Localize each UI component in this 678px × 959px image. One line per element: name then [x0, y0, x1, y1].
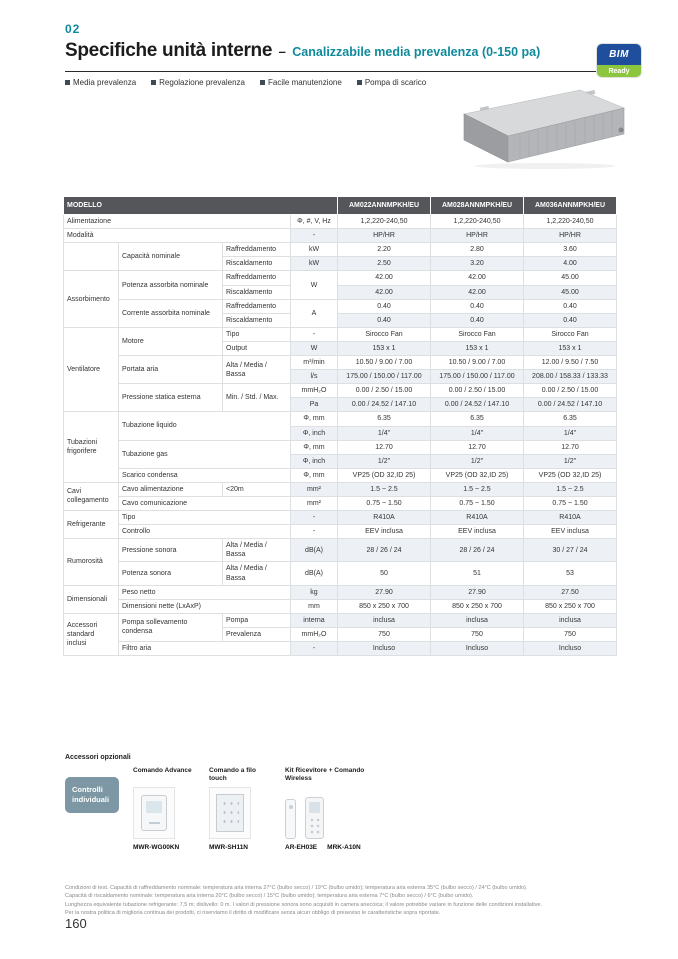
spec-header-cell: AM036ANNMPKH/EU: [524, 197, 617, 215]
spec-cell: Refrigerante: [64, 511, 119, 539]
spec-cell: W: [291, 341, 338, 355]
spec-cell: 6.35: [431, 412, 524, 426]
spec-cell: 1,2,220-240,50: [338, 215, 431, 229]
feature-item: [151, 78, 245, 87]
spec-cell: kW: [291, 257, 338, 271]
spec-cell: Sirocco Fan: [338, 327, 431, 341]
feature-label: Media prevalenza: [73, 78, 137, 87]
feature-label: Facile manutenzione: [268, 78, 342, 87]
spec-cell: -: [291, 511, 338, 525]
accessory-item-advance-controller: [133, 767, 195, 851]
spec-cell: 1,2,220-240,50: [524, 215, 617, 229]
feature-item: [260, 78, 342, 87]
feature-list: [65, 78, 426, 87]
bim-ready-badge: [597, 44, 641, 77]
spec-cell: R410A: [338, 511, 431, 525]
bullet-square-icon: [357, 80, 362, 85]
spec-row: [64, 562, 617, 585]
spec-row: [64, 613, 617, 627]
footnote-line: Per la nostra politica di miglioria continua dei prodotti, ci riserviamo il diritto di modificare senza alcun obbligo di preavviso le caratteristiche sopra riportate.: [65, 909, 441, 916]
spec-row: [64, 468, 617, 482]
feature-label: Regolazione prevalenza: [159, 78, 245, 87]
spec-cell: Peso netto: [119, 585, 291, 599]
spec-cell: Cavi collegamento: [64, 482, 119, 510]
spec-cell: Raffreddamento: [223, 271, 291, 285]
spec-cell: Pompa: [223, 613, 291, 627]
spec-cell: 850 x 250 x 700: [524, 599, 617, 613]
spec-header-cell: AM022ANNMPKH/EU: [338, 197, 431, 215]
spec-cell: m³/min: [291, 356, 338, 370]
wireless-kit-models: [285, 844, 373, 851]
spec-cell: mm²: [291, 496, 338, 510]
spec-cell: 0.00 / 2.50 / 15.00: [338, 384, 431, 398]
wired-touch-remote-image: [216, 794, 244, 832]
spec-cell: Φ, #, V, Hz: [291, 215, 338, 229]
spec-cell: inclusa: [431, 613, 524, 627]
spec-cell: Pressione sonora: [119, 539, 223, 562]
title-separator: –: [278, 44, 286, 59]
spec-row: [64, 299, 617, 313]
spec-cell: [64, 243, 119, 271]
spec-cell: 0.40: [338, 299, 431, 313]
spec-cell: VP25 (OD 32,ID 25): [338, 468, 431, 482]
spec-cell: Φ, mm: [291, 440, 338, 454]
spec-cell: Raffreddamento: [223, 243, 291, 257]
spec-row: [64, 243, 617, 257]
spec-cell: Riscaldamento: [223, 257, 291, 271]
spec-cell: Pa: [291, 398, 338, 412]
spec-header-cell: MODELLO: [64, 197, 338, 215]
spec-cell: 1/4": [431, 426, 524, 440]
spec-cell: Prevalenza: [223, 627, 291, 641]
spec-row: [64, 440, 617, 454]
spec-cell: 1.5 ~ 2.5: [431, 482, 524, 496]
spec-cell: A: [291, 299, 338, 327]
spec-cell: 0.00 / 2.50 / 15.00: [431, 384, 524, 398]
spec-cell: Controllo: [119, 525, 291, 539]
spec-cell: 3.60: [524, 243, 617, 257]
spec-cell: kg: [291, 585, 338, 599]
spec-cell: 1,2,220-240,50: [431, 215, 524, 229]
spec-cell: l/s: [291, 370, 338, 384]
spec-cell: 10.50 / 9.00 / 7.00: [338, 356, 431, 370]
spec-cell: 0.00 / 24.52 / 147.10: [524, 398, 617, 412]
spec-cell: 175.00 / 150.00 / 117.00: [338, 370, 431, 384]
spec-cell: 0.40: [431, 299, 524, 313]
spec-cell: 850 x 250 x 700: [431, 599, 524, 613]
footnote-line: Condizioni di test. Capacità di raffreddamento nominale: temperatura aria interna 27°C (bulbo secco) / 19°C (bulbo umido); temperatura aria esterna 35°C (bulbo secco) / 24°C (bulbo umido).: [65, 885, 528, 891]
spec-cell: 12.70: [338, 440, 431, 454]
spec-cell: 6.35: [338, 412, 431, 426]
accessory-item-touch-controller: [209, 767, 271, 851]
spec-cell: EEV inclusa: [338, 525, 431, 539]
spec-cell: 2.20: [338, 243, 431, 257]
spec-cell: 175.00 / 150.00 / 117.00: [431, 370, 524, 384]
spec-cell: Riscaldamento: [223, 285, 291, 299]
spec-cell: 10.50 / 9.00 / 7.00: [431, 356, 524, 370]
spec-cell: 30 / 27 / 24: [524, 539, 617, 562]
spec-cell: 153 x 1: [431, 341, 524, 355]
feature-item: [65, 78, 136, 87]
spec-cell: -: [291, 525, 338, 539]
accessories-section-title: Accessori opzionali: [65, 754, 131, 761]
spec-cell: mm²: [291, 482, 338, 496]
spec-cell: 0.75 ~ 1.50: [431, 496, 524, 510]
accessory-photo: [209, 787, 251, 839]
feature-label: Pompa di scarico: [364, 78, 427, 87]
spec-cell: Potenza assorbita nominale: [119, 271, 223, 299]
spec-cell: 28 / 26 / 24: [338, 539, 431, 562]
accessory-caption: Kit Ricevitore + Comando Wireless: [285, 767, 365, 783]
spec-cell: 750: [431, 627, 524, 641]
spec-table-body: [64, 197, 617, 656]
spec-cell: 1/2": [338, 454, 431, 468]
spec-cell: inclusa: [524, 613, 617, 627]
spec-cell: mm: [291, 599, 338, 613]
spec-cell: Incluso: [524, 642, 617, 656]
spec-cell: Tubazione liquido: [119, 412, 291, 440]
spec-cell: Accessori standard inclusi: [64, 613, 119, 655]
spec-cell: dB(A): [291, 562, 338, 585]
spec-row: [64, 511, 617, 525]
spec-cell: 850 x 250 x 700: [338, 599, 431, 613]
bullet-square-icon: [65, 80, 70, 85]
spec-cell: 28 / 26 / 24: [431, 539, 524, 562]
spec-row: [64, 412, 617, 426]
spec-cell: 42.00: [431, 271, 524, 285]
spec-cell: dB(A): [291, 539, 338, 562]
footnote-line: Capacità di riscaldamento nominale: temperatura aria interna 20°C (bulbo secco) / 15°C (bulbo umido); temperatura aria esterna 7°C (bulbo secco) / 6°C (bulbo umido).: [65, 893, 474, 900]
page-title: Specifiche unità interne: [65, 40, 273, 61]
spec-cell: Capacità nominale: [119, 243, 223, 271]
spec-cell: Riscaldamento: [223, 313, 291, 327]
page-number: 160: [65, 916, 87, 931]
spec-cell: 1/4": [524, 426, 617, 440]
spec-cell: Pressione statica esterna: [119, 384, 223, 412]
bim-badge-top: BIM: [597, 44, 641, 65]
accessory-model-code: MRK-A10N: [327, 844, 361, 851]
spec-cell: interna: [291, 613, 338, 627]
spec-cell: 0.00 / 2.50 / 15.00: [524, 384, 617, 398]
spec-cell: Dimensioni nette (LxAxP): [119, 599, 291, 613]
spec-cell: Φ, inch: [291, 454, 338, 468]
spec-cell: Tubazioni frigorifere: [64, 412, 119, 482]
spec-cell: mmH₂O: [291, 384, 338, 398]
spec-row: [64, 215, 617, 229]
spec-cell: Alimentazione: [64, 215, 291, 229]
spec-cell: -: [291, 327, 338, 341]
footnotes: [65, 884, 613, 917]
receiver-unit-image: [285, 799, 296, 839]
spec-cell: Modalità: [64, 229, 291, 243]
spec-cell: 0.40: [524, 299, 617, 313]
spec-cell: 53: [524, 562, 617, 585]
spec-cell: Raffreddamento: [223, 299, 291, 313]
spec-cell: 1.5 ~ 2.5: [524, 482, 617, 496]
accessory-model-code: MWR-SH11N: [209, 844, 249, 851]
spec-row: [64, 539, 617, 562]
spec-cell: 45.00: [524, 271, 617, 285]
spec-cell: 12.70: [524, 440, 617, 454]
spec-cell: Φ, mm: [291, 412, 338, 426]
spec-cell: Alta / Media / Bassa: [223, 356, 291, 384]
spec-cell: <20m: [223, 482, 291, 496]
spec-cell: 42.00: [431, 285, 524, 299]
spec-cell: 153 x 1: [524, 341, 617, 355]
spec-row: [64, 642, 617, 656]
spec-cell: 0.00 / 24.52 / 147.10: [338, 398, 431, 412]
spec-row: [64, 356, 617, 370]
spec-cell: Sirocco Fan: [524, 327, 617, 341]
spec-cell: Assorbimento: [64, 271, 119, 327]
chapter-number: 02: [65, 22, 81, 36]
spec-cell: kW: [291, 243, 338, 257]
spec-cell: Rumorosità: [64, 539, 119, 585]
footnote-line: Lunghezza equivalente tubazione refrigerante: 7,5 m; dislivello: 0 m. I valori di pressione sonora sono acquisiti in camera anecoica; il valore potrebbe variare in funzione delle condizioni installative.: [65, 901, 542, 908]
spec-cell: 750: [524, 627, 617, 641]
spec-cell: 0.75 ~ 1.50: [524, 496, 617, 510]
spec-cell: VP25 (OD 32,ID 25): [524, 468, 617, 482]
spec-cell: 27.90: [431, 585, 524, 599]
spec-cell: Min. / Std. / Max.: [223, 384, 291, 412]
spec-cell: 4.00: [524, 257, 617, 271]
spec-cell: 1/4": [338, 426, 431, 440]
spec-cell: Φ, inch: [291, 426, 338, 440]
spec-cell: -: [291, 229, 338, 243]
spec-cell: 0.40: [338, 313, 431, 327]
spec-cell: 27.50: [524, 585, 617, 599]
spec-cell: HP/HR: [338, 229, 431, 243]
spec-cell: 3.20: [431, 257, 524, 271]
bim-badge-bottom: Ready: [597, 65, 641, 77]
optional-accessories-section: [65, 754, 373, 851]
wired-remote-advance-image: [141, 795, 167, 831]
spec-cell: Tubazione gas: [119, 440, 291, 468]
bullet-square-icon: [260, 80, 265, 85]
spec-cell: Cavo comunicazione: [119, 496, 291, 510]
spec-cell: 12.70: [431, 440, 524, 454]
wireless-remote-image: [305, 797, 324, 839]
spec-cell: Sirocco Fan: [431, 327, 524, 341]
spec-cell: 153 x 1: [338, 341, 431, 355]
spec-cell: Ventilatore: [64, 327, 119, 412]
spec-row: [64, 229, 617, 243]
spec-table: [63, 196, 617, 656]
spec-cell: HP/HR: [431, 229, 524, 243]
spec-cell: 208.00 / 158.33 / 133.33: [524, 370, 617, 384]
spec-row: [64, 482, 617, 496]
spec-cell: Tipo: [119, 511, 291, 525]
spec-cell: 0.75 ~ 1.50: [338, 496, 431, 510]
wireless-kit-photos: [285, 787, 373, 839]
accessory-model-code: MWR-WG00KN: [133, 844, 180, 851]
spec-cell: Portata aria: [119, 356, 223, 384]
spec-row: [64, 496, 617, 510]
spec-row: [64, 384, 617, 398]
spec-cell: HP/HR: [524, 229, 617, 243]
spec-cell: 1/2": [431, 454, 524, 468]
spec-cell: 27.90: [338, 585, 431, 599]
spec-cell: mmH₂O: [291, 627, 338, 641]
spec-cell: Φ, mm: [291, 468, 338, 482]
spec-cell: Motore: [119, 327, 223, 355]
title-block: [65, 40, 616, 72]
spec-cell: EEV inclusa: [524, 525, 617, 539]
spec-cell: Dimensionali: [64, 585, 119, 613]
spec-cell: Output: [223, 341, 291, 355]
spec-cell: 0.40: [524, 313, 617, 327]
spec-cell: Potenza sonora: [119, 562, 223, 585]
spec-cell: R410A: [431, 511, 524, 525]
spec-row: [64, 585, 617, 599]
feature-item: [357, 78, 426, 87]
spec-cell: inclusa: [338, 613, 431, 627]
accessory-caption: Comando Advance: [133, 767, 192, 774]
spec-row: [64, 599, 617, 613]
accessory-caption: Comando a filo touch: [209, 767, 256, 783]
spec-cell: Incluso: [431, 642, 524, 656]
ducted-indoor-unit-image: [460, 80, 628, 170]
spec-cell: 45.00: [524, 285, 617, 299]
spec-cell: Alta / Media / Bassa: [223, 562, 291, 585]
spec-cell: 0.40: [431, 313, 524, 327]
spec-cell: EEV inclusa: [431, 525, 524, 539]
spec-cell: 2.50: [338, 257, 431, 271]
spec-cell: 42.00: [338, 271, 431, 285]
spec-cell: Tipo: [223, 327, 291, 341]
spec-row: [64, 525, 617, 539]
spec-cell: Alta / Media / Bassa: [223, 539, 291, 562]
spec-cell: 0.00 / 24.52 / 147.10: [431, 398, 524, 412]
accessory-model-code: AR-EH03E: [285, 844, 318, 851]
accessories-row: [65, 767, 373, 851]
spec-cell: Scarico condensa: [119, 468, 291, 482]
spec-cell: Cavo alimentazione: [119, 482, 223, 496]
spec-header-cell: AM028ANNMPKH/EU: [431, 197, 524, 215]
spec-cell: Filtro aria: [119, 642, 291, 656]
spec-cell: R410A: [524, 511, 617, 525]
spec-cell: 50: [338, 562, 431, 585]
spec-cell: 42.00: [338, 285, 431, 299]
spec-cell: 2.80: [431, 243, 524, 257]
page-subtitle: Canalizzabile media prevalenza (0-150 pa): [292, 45, 541, 59]
spec-cell: -: [291, 642, 338, 656]
spec-cell: 12.00 / 9.50 / 7.50: [524, 356, 617, 370]
spec-cell: Corrente assorbita nominale: [119, 299, 223, 327]
spec-header-row: [64, 197, 617, 215]
spec-cell: 6.35: [524, 412, 617, 426]
spec-row: [64, 327, 617, 341]
spec-cell: 51: [431, 562, 524, 585]
spec-cell: Pompa sollevamento condensa: [119, 613, 223, 641]
spec-cell: 1/2": [524, 454, 617, 468]
spec-cell: W: [291, 271, 338, 299]
spec-cell: 1.5 ~ 2.5: [338, 482, 431, 496]
spec-cell: VP25 (OD 32,ID 25): [431, 468, 524, 482]
bullet-square-icon: [151, 80, 156, 85]
spec-cell: Incluso: [338, 642, 431, 656]
accessory-item-wireless-kit: [285, 767, 373, 851]
spec-row: [64, 271, 617, 285]
accessory-photo: [133, 787, 175, 839]
category-label-individual-controls: Controlli individuali: [65, 777, 119, 813]
spec-cell: 750: [338, 627, 431, 641]
